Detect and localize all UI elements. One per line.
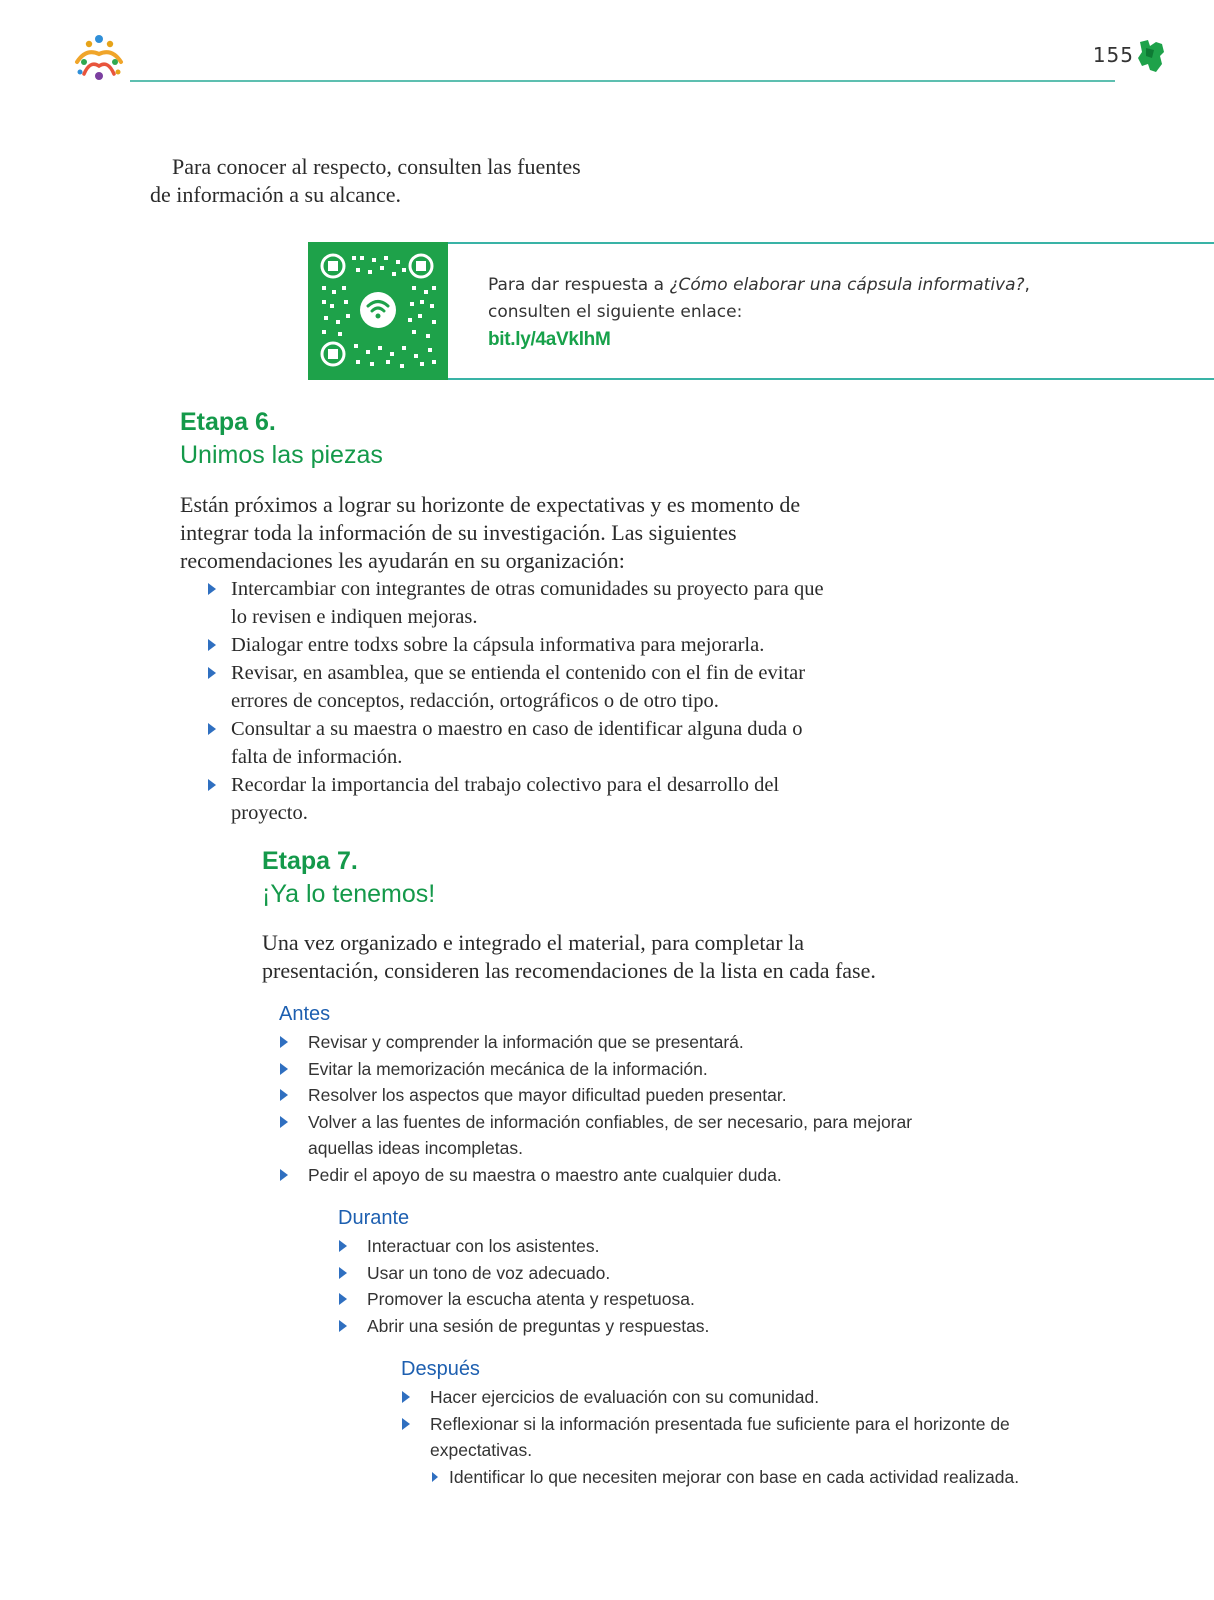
header-rule [130, 80, 1115, 82]
list-item [338, 1286, 918, 1313]
bullet-icon [208, 667, 216, 679]
list-item-text: Pedir el apoyo de su maestra o maestro ante cualquier duda. [308, 1164, 782, 1185]
bullet-icon [208, 779, 216, 791]
qr-text-line-2: consulten el siguiente enlace: [488, 302, 743, 322]
etapa-7-paragraph: Una vez organizado e integrado el material, para completar la presentación, consideren las recomendaciones de la lista en cada fase. [262, 930, 876, 983]
list-item-text: Promover la escucha atenta y respetuosa. [367, 1289, 695, 1310]
sub-bullet-icon [432, 1472, 438, 1482]
bullet-icon [280, 1116, 288, 1128]
list-item-text: Reflexionar si la información presentada fue suficiente para el horizonte de expectativas. [430, 1413, 1010, 1461]
list-item [279, 1082, 919, 1109]
bullet-icon [208, 723, 216, 735]
bullet-icon [339, 1240, 347, 1252]
list-item-text: Evitar la memorización mecánica de la información. [308, 1058, 708, 1079]
list-item [180, 575, 830, 631]
list-item-text: Interactuar con los asistentes. [367, 1236, 600, 1256]
list-item [279, 1162, 919, 1189]
bullet-icon [208, 639, 216, 651]
durante-title: Durante [338, 1207, 410, 1229]
etapa-6-paragraph: Están próximos a lograr su horizonte de expectativas y es momento de integrar toda la información de su investigación. Las siguientes recomendaciones les ayudarán en su organización: [180, 492, 801, 573]
intro-line-2: de información a su alcance. [150, 182, 402, 207]
intro-paragraph [150, 153, 630, 209]
wifi-icon [360, 292, 396, 328]
green-figure-icon [1136, 38, 1166, 74]
qr-text-question: ¿Cómo elaborar una cápsula informativa? [669, 275, 1025, 295]
list-item [338, 1233, 918, 1260]
bullet-icon [280, 1063, 288, 1075]
qr-text-before: Para dar respuesta a [488, 275, 670, 295]
etapa-6-number: Etapa 6. [180, 408, 276, 436]
etapa-7-number: Etapa 7. [262, 847, 358, 875]
list-item-text: Abrir una sesión de preguntas y respuestas. [367, 1315, 710, 1336]
despues-sub-item [430, 1464, 1049, 1490]
bullet-icon [339, 1267, 347, 1279]
despues-title: Después [401, 1358, 480, 1380]
intro-line-1: Para conocer al respecto, consulten las fuentes [172, 154, 581, 179]
list-item [279, 1029, 919, 1056]
qr-link[interactable]: bit.ly/4aVklhM [488, 329, 611, 350]
bullet-icon [339, 1320, 347, 1332]
bullet-icon [280, 1036, 288, 1048]
list-item [401, 1411, 1021, 1464]
list-item [180, 715, 830, 771]
list-item [180, 771, 830, 827]
despues-list [401, 1384, 1021, 1464]
community-logo-icon [72, 32, 126, 86]
bullet-icon [339, 1293, 347, 1305]
qr-text-after: , [1024, 275, 1030, 295]
etapa-7-title: ¡Ya lo tenemos! [262, 880, 436, 908]
list-item-text: Consultar a su maestra o maestro en caso de identificar alguna duda o falta de información. [231, 718, 803, 768]
bullet-icon [280, 1089, 288, 1101]
qr-box-text [488, 272, 1128, 353]
list-item-text: Hacer ejercicios de evaluación con su comunidad. [430, 1387, 820, 1407]
etapa-6-list [180, 575, 830, 827]
bullet-icon [402, 1391, 410, 1403]
bullet-icon [208, 583, 216, 595]
list-item-text: Intercambiar con integrantes de otras comunidades su proyecto para que lo revisen e indiquen mejoras. [231, 578, 824, 628]
list-item [180, 631, 830, 659]
durante-list [338, 1233, 918, 1339]
list-item-text: Revisar y comprender la información que se presentará. [308, 1032, 744, 1052]
list-item [338, 1313, 918, 1340]
list-item-text: Revisar, en asamblea, que se entienda el contenido con el fin de evitar errores de conceptos, redacción, ortográficos o de otro tipo. [231, 662, 806, 712]
bullet-icon [402, 1418, 410, 1430]
page-number: 155 [1092, 43, 1134, 67]
list-item-text: Usar un tono de voz adecuado. [367, 1262, 611, 1283]
list-item-text: Resolver los aspectos que mayor dificultad pueden presentar. [308, 1085, 787, 1106]
etapa-6-heading [180, 406, 383, 472]
list-item-text: Recordar la importancia del trabajo colectivo para el desarrollo del proyecto. [231, 774, 780, 824]
qr-text-line-1 [488, 272, 1128, 299]
sub-item-text: Identificar lo que necesiten mejorar con base en cada actividad realizada. [449, 1467, 1020, 1487]
etapa-7-heading [262, 845, 435, 911]
antes-title: Antes [279, 1003, 331, 1025]
list-item [180, 659, 830, 715]
antes-list [279, 1029, 919, 1189]
etapa-6-title: Unimos las piezas [180, 441, 383, 469]
list-item [338, 1260, 918, 1287]
list-item [401, 1384, 1021, 1411]
list-item [279, 1056, 919, 1083]
qr-code-icon[interactable] [308, 242, 448, 380]
list-item-text: Volver a las fuentes de información confiables, de ser necesario, para mejorar aquellas ideas incompletas. [308, 1111, 913, 1159]
list-item [279, 1109, 919, 1162]
list-item-text: Dialogar entre todxs sobre la cápsula informativa para mejorarla. [231, 634, 765, 656]
bullet-icon [280, 1169, 288, 1181]
